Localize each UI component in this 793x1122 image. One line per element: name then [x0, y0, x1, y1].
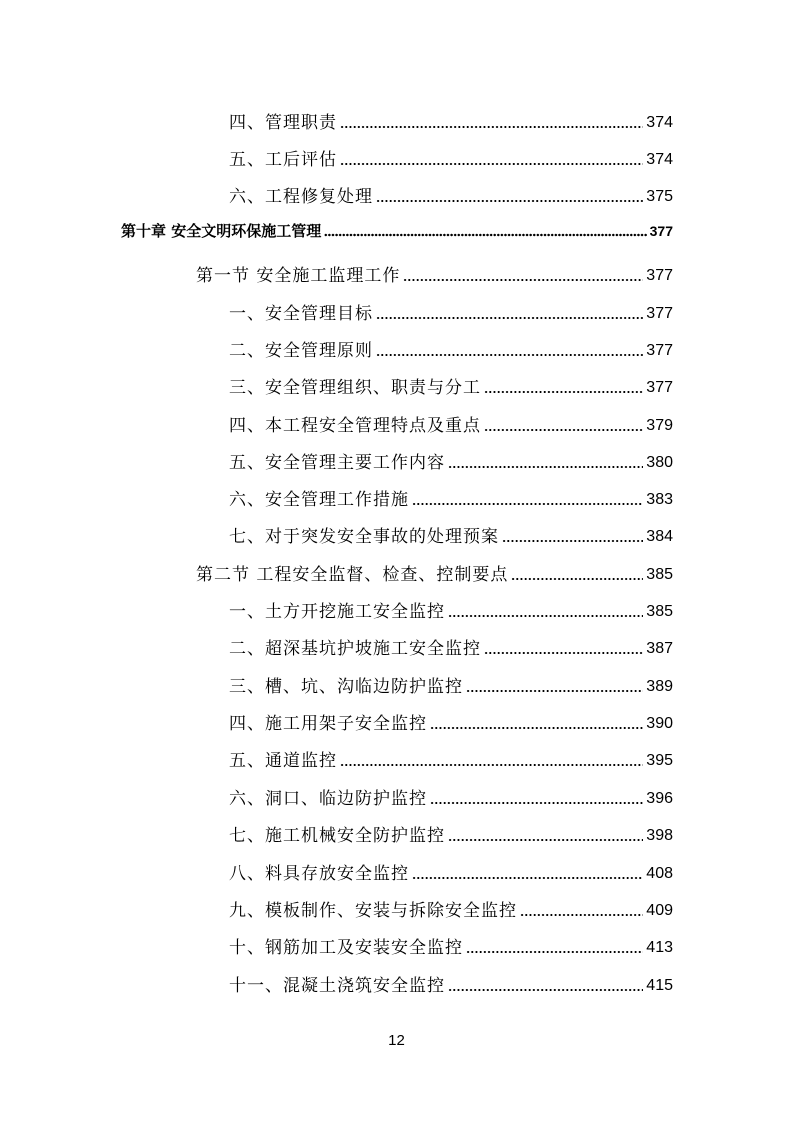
dot-leader [412, 502, 643, 506]
toc-entry-page: 389 [646, 678, 673, 695]
toc-entry-label: 一、土方开挖施工安全监控 [229, 602, 445, 622]
toc-entry-page: 408 [646, 865, 673, 882]
toc-entry-page: 398 [646, 827, 673, 844]
toc-entry-page: 396 [646, 790, 673, 807]
toc-entry[interactable] [229, 929, 673, 959]
dot-leader [484, 428, 643, 432]
toc-entry[interactable] [229, 444, 673, 474]
toc-entry-page: 384 [646, 528, 673, 545]
toc-entry-label: 九、模板制作、安装与拆除安全监控 [229, 901, 517, 921]
toc-entry-label: 二、超深基坑护坡施工安全监控 [229, 639, 481, 659]
dot-leader [466, 950, 643, 954]
toc-entry-page: 413 [646, 939, 673, 956]
toc-entry-page: 385 [646, 603, 673, 620]
dot-leader [484, 390, 643, 394]
dot-leader [376, 353, 643, 357]
toc-entry[interactable] [229, 369, 673, 399]
toc-entry[interactable] [229, 705, 673, 735]
toc-entry-label: 五、通道监控 [229, 751, 337, 771]
toc-section-entry[interactable] [196, 556, 673, 586]
toc-entry-page: 374 [646, 114, 673, 131]
toc-entry-label: 六、洞口、临边防护监控 [229, 789, 427, 809]
toc-entry[interactable] [229, 855, 673, 885]
toc-entry-page: 383 [646, 491, 673, 508]
page-number: 12 [388, 1032, 405, 1049]
toc-entry[interactable] [229, 742, 673, 772]
toc-entry[interactable] [229, 630, 673, 660]
toc-section-entry[interactable] [196, 257, 673, 287]
toc-entry-label: 四、管理职责 [229, 113, 337, 133]
toc-entry-label: 五、工后评估 [229, 150, 337, 170]
toc-entry-label: 六、安全管理工作措施 [229, 490, 409, 510]
toc-entry[interactable] [229, 332, 673, 362]
dot-leader [340, 162, 643, 166]
toc-entry-page: 387 [646, 640, 673, 657]
toc-entry[interactable] [229, 892, 673, 922]
toc-entry-page: 390 [646, 715, 673, 732]
toc-entry-label: 第十章 安全文明环保施工管理 [121, 222, 322, 240]
dot-leader [403, 278, 643, 282]
toc-entry-page: 409 [646, 902, 673, 919]
toc-entry-page: 379 [646, 417, 673, 434]
toc-chapter-entry[interactable] [121, 212, 673, 242]
dot-leader [466, 689, 643, 693]
dot-leader [511, 577, 643, 581]
toc-entry[interactable] [229, 817, 673, 847]
toc-entry-page: 415 [646, 977, 673, 994]
dot-leader [412, 876, 643, 880]
toc-entry-page: 395 [646, 752, 673, 769]
toc-entry-label: 四、本工程安全管理特点及重点 [229, 416, 481, 436]
dot-leader [502, 539, 643, 543]
toc-entry[interactable] [229, 518, 673, 548]
toc-entry[interactable] [229, 104, 673, 134]
toc-entry-label: 七、施工机械安全防护监控 [229, 826, 445, 846]
toc-entry-label: 二、安全管理原则 [229, 341, 373, 361]
toc-entry-page: 377 [646, 267, 673, 284]
toc-entry-label: 第一节 安全施工监理工作 [196, 266, 401, 286]
toc-entry[interactable] [229, 178, 673, 208]
dot-leader [448, 614, 643, 618]
toc-entry-label: 七、对于突发安全事故的处理预案 [229, 527, 499, 547]
dot-leader [448, 838, 643, 842]
toc-entry-page: 377 [649, 223, 673, 239]
dot-leader [376, 199, 643, 203]
toc-entry-page: 377 [646, 342, 673, 359]
toc-entry-label: 十、钢筋加工及安装安全监控 [229, 938, 463, 958]
toc-entry-label: 六、工程修复处理 [229, 187, 373, 207]
dot-leader [484, 651, 643, 655]
toc-entry-label: 五、安全管理主要工作内容 [229, 453, 445, 473]
dot-leader [520, 913, 643, 917]
toc-entry[interactable] [229, 668, 673, 698]
toc-entry-label: 三、安全管理组织、职责与分工 [229, 378, 481, 398]
toc-entry-label: 一、安全管理目标 [229, 304, 373, 324]
toc-entry-page: 377 [646, 305, 673, 322]
dot-leader [324, 233, 646, 237]
toc-entry-label: 四、施工用架子安全监控 [229, 714, 427, 734]
dot-leader [340, 125, 643, 129]
toc-entry-label: 八、料具存放安全监控 [229, 864, 409, 884]
dot-leader [430, 726, 643, 730]
toc-entry[interactable] [229, 593, 673, 623]
toc-entry-label: 三、槽、坑、沟临边防护监控 [229, 677, 463, 697]
dot-leader [448, 988, 643, 992]
toc-entry-label: 第二节 工程安全监督、检查、控制要点 [196, 565, 509, 585]
dot-leader [430, 801, 643, 805]
toc-entry[interactable] [229, 407, 673, 437]
toc-entry[interactable] [229, 295, 673, 325]
dot-leader [448, 465, 643, 469]
toc-entry[interactable] [229, 967, 673, 997]
dot-leader [340, 763, 643, 767]
dot-leader [376, 316, 643, 320]
toc-entry[interactable] [229, 481, 673, 511]
toc-entry-page: 385 [646, 566, 673, 583]
toc-entry-page: 375 [646, 188, 673, 205]
toc-entry[interactable] [229, 141, 673, 171]
toc-entry-label: 十一、混凝土浇筑安全监控 [229, 976, 445, 996]
toc-entry-page: 377 [646, 379, 673, 396]
toc-entry-page: 380 [646, 454, 673, 471]
toc-entry[interactable] [229, 780, 673, 810]
toc-entry-page: 374 [646, 151, 673, 168]
